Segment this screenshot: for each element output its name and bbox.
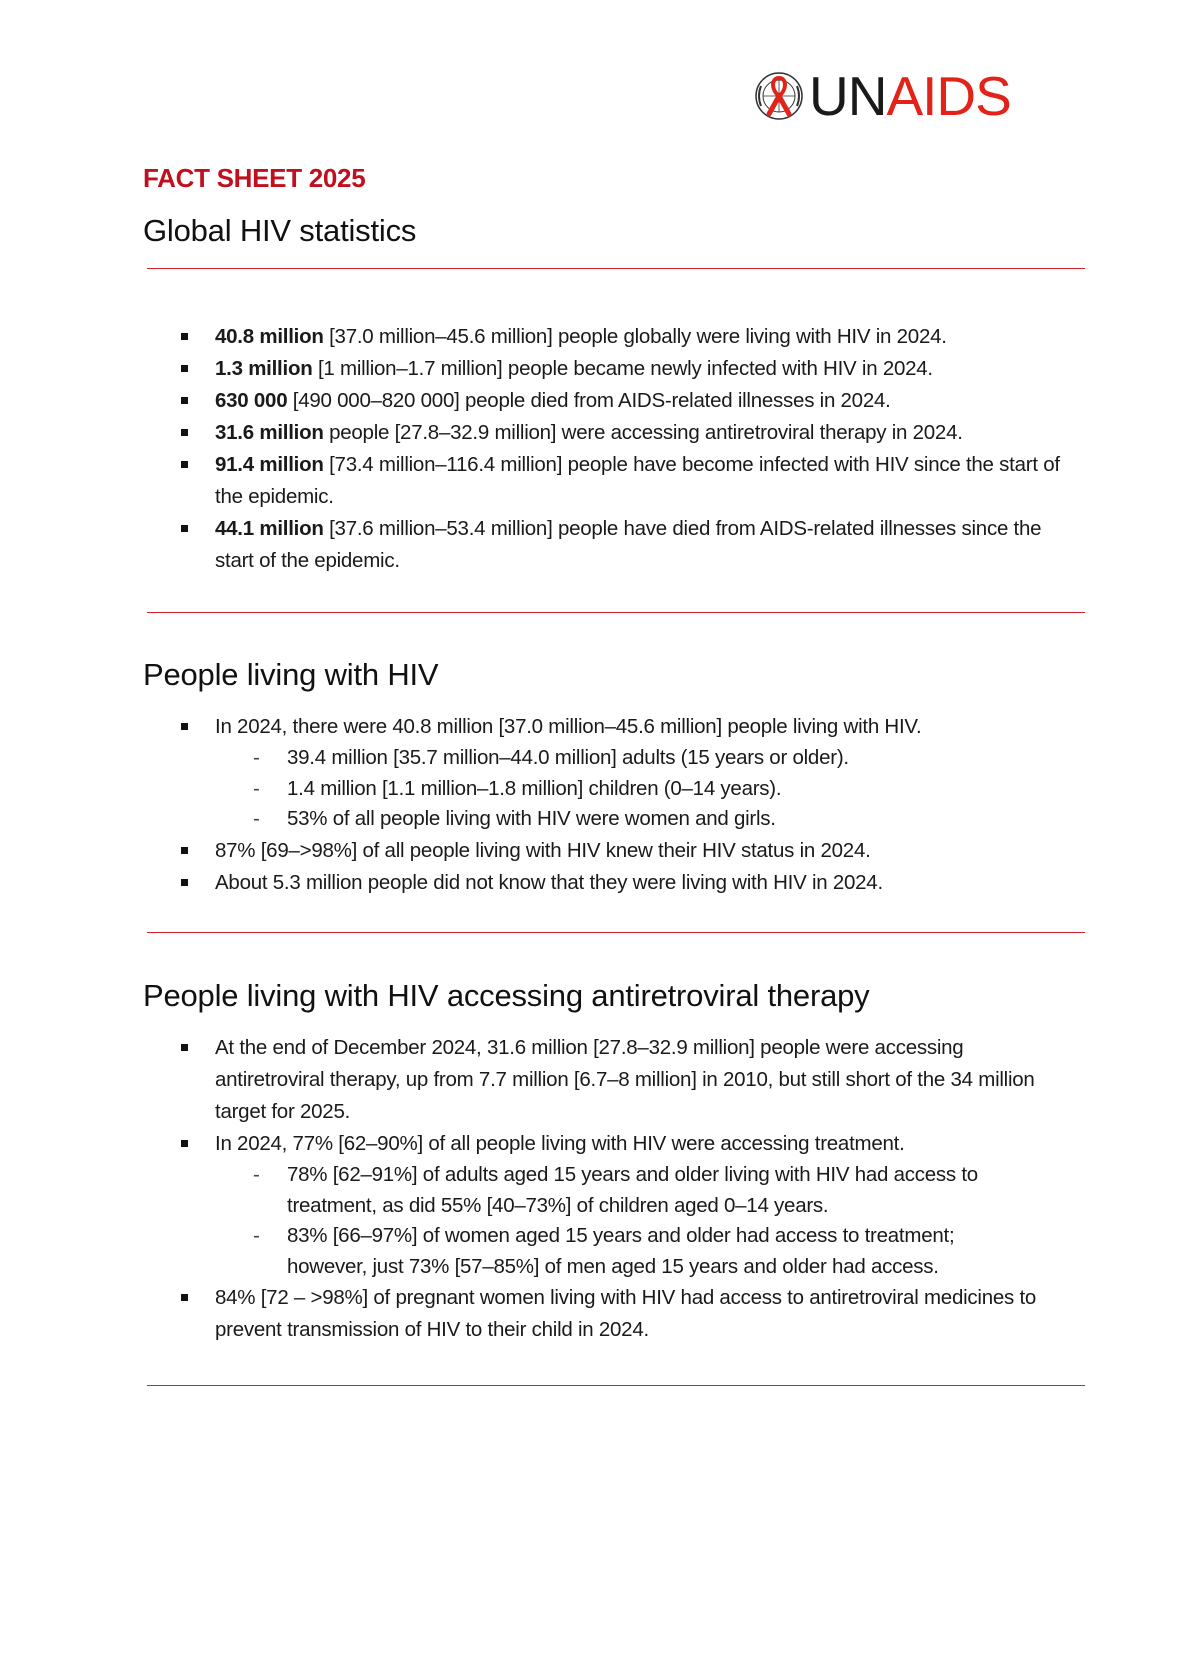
list-item <box>0 867 1183 899</box>
bullet-square-icon <box>181 1044 188 1051</box>
item-text: 84% [72 – >98%] of pregnant women living with HIV had access to antiretroviral medicines to prevent transmission of HIV to their child in 2024. <box>215 1286 1037 1341</box>
item-text: In 2024, 77% [62–90%] of all people living with HIV were accessing treatment. <box>215 1132 905 1155</box>
plhiv-list <box>0 711 1183 899</box>
stat-text: [37.0 million–45.6 million] people globally were living with HIV in 2024. <box>323 325 947 348</box>
stat-value: 31.6 million <box>215 421 324 444</box>
plhiv-sub-list <box>0 743 1183 835</box>
item-text: In 2024, there were 40.8 million [37.0 million–45.6 million] people living with HIV. <box>215 715 922 738</box>
bullet-square-icon <box>181 461 188 468</box>
stat-value: 1.3 million <box>215 357 313 380</box>
stat-text: [1 million–1.7 million] people became newly infected with HIV in 2024. <box>312 357 933 380</box>
section-divider <box>147 268 1085 269</box>
dash-bullet-icon: - <box>253 1163 260 1186</box>
list-item <box>0 513 1183 577</box>
list-item <box>0 1128 1183 1160</box>
list-item <box>0 417 1183 449</box>
logo-aids-text: AIDS <box>886 65 1011 127</box>
bullet-square-icon <box>181 723 188 730</box>
sub-item-text: 1.4 million [1.1 million–1.8 million] children (0–14 years). <box>287 776 782 800</box>
bullet-square-icon <box>181 879 188 886</box>
sub-list-item <box>0 743 1183 774</box>
section-divider <box>147 1385 1085 1386</box>
bullet-square-icon <box>181 397 188 404</box>
logo-un-text: UN <box>809 65 887 127</box>
sub-item-text: 39.4 million [35.7 million–44.0 million] adults (15 years or older). <box>287 746 849 769</box>
list-item <box>0 1282 1183 1346</box>
heading-global-hiv-statistics: Global HIV statistics <box>143 213 417 248</box>
stat-value: 91.4 million <box>215 453 324 476</box>
item-text: About 5.3 million people did not know that they were living with HIV in 2024. <box>215 870 883 894</box>
dash-bullet-icon: - <box>253 1224 260 1247</box>
dash-bullet-icon: - <box>253 776 260 800</box>
sub-list-container <box>0 1160 1183 1282</box>
stat-text: [37.6 million–53.4 million] people have died from AIDS-related illnesses since the start of the epidemic. <box>215 517 1042 572</box>
stat-value: 630 000 <box>215 389 288 412</box>
sub-list-item <box>0 1221 1183 1282</box>
item-text: At the end of December 2024, 31.6 million [27.8–32.9 million] people were accessing antiretroviral therapy, up from 7.7 million [6.7–8 million] in 2010, but still short of the 34 million target for 2025. <box>215 1036 1035 1123</box>
un-emblem-ribbon-icon <box>753 70 805 122</box>
fact-sheet-label: FACT SHEET 2025 <box>143 163 366 193</box>
dash-bullet-icon: - <box>253 746 260 769</box>
list-item <box>0 385 1183 417</box>
section-divider <box>147 932 1085 933</box>
sub-list-item <box>0 1160 1183 1221</box>
bullet-square-icon <box>181 1140 188 1147</box>
stat-value: 40.8 million <box>215 325 324 348</box>
list-item <box>0 1032 1183 1128</box>
list-item <box>0 449 1183 513</box>
list-item <box>0 321 1183 353</box>
bullet-square-icon <box>181 365 188 372</box>
bullet-square-icon <box>181 525 188 532</box>
unaids-wordmark <box>809 65 1011 127</box>
unaids-logo <box>753 65 1011 127</box>
list-item <box>0 711 1183 743</box>
heading-people-living-with-hiv: People living with HIV <box>143 657 439 692</box>
heading-accessing-art: People living with HIV accessing antiretroviral therapy <box>143 978 870 1013</box>
art-sub-list <box>0 1160 1183 1282</box>
item-text: 87% [69–>98%] of all people living with HIV knew their HIV status in 2024. <box>215 838 871 862</box>
stat-value: 44.1 million <box>215 517 324 540</box>
bullet-square-icon <box>181 847 188 854</box>
stat-text: [73.4 million–116.4 million] people have become infected with HIV since the start of the epidemic. <box>215 453 1060 508</box>
list-item <box>0 353 1183 385</box>
dash-bullet-icon: - <box>253 807 260 830</box>
stat-text: people [27.8–32.9 million] were accessing antiretroviral therapy in 2024. <box>323 421 963 444</box>
sub-list-item <box>0 804 1183 835</box>
bullet-square-icon <box>181 1294 188 1301</box>
sub-item-text: 78% [62–91%] of adults aged 15 years and older living with HIV had access to treatment, as did 55% [40–73%] of children aged 0–14 years. <box>287 1163 978 1217</box>
sub-item-text: 53% of all people living with HIV were women and girls. <box>287 807 776 830</box>
global-stats-list <box>0 321 1183 577</box>
art-list <box>0 1032 1183 1346</box>
section-divider <box>147 612 1085 613</box>
sub-list-item <box>0 774 1183 805</box>
sub-item-text: 83% [66–97%] of women aged 15 years and older had access to treatment; however, just 73% [57–85%] of men aged 15 years and older had access. <box>287 1224 955 1278</box>
list-item <box>0 835 1183 867</box>
stat-text: [490 000–820 000] people died from AIDS-related illnesses in 2024. <box>287 389 891 412</box>
bullet-square-icon <box>181 429 188 436</box>
sub-list-container <box>0 743 1183 835</box>
bullet-square-icon <box>181 333 188 340</box>
